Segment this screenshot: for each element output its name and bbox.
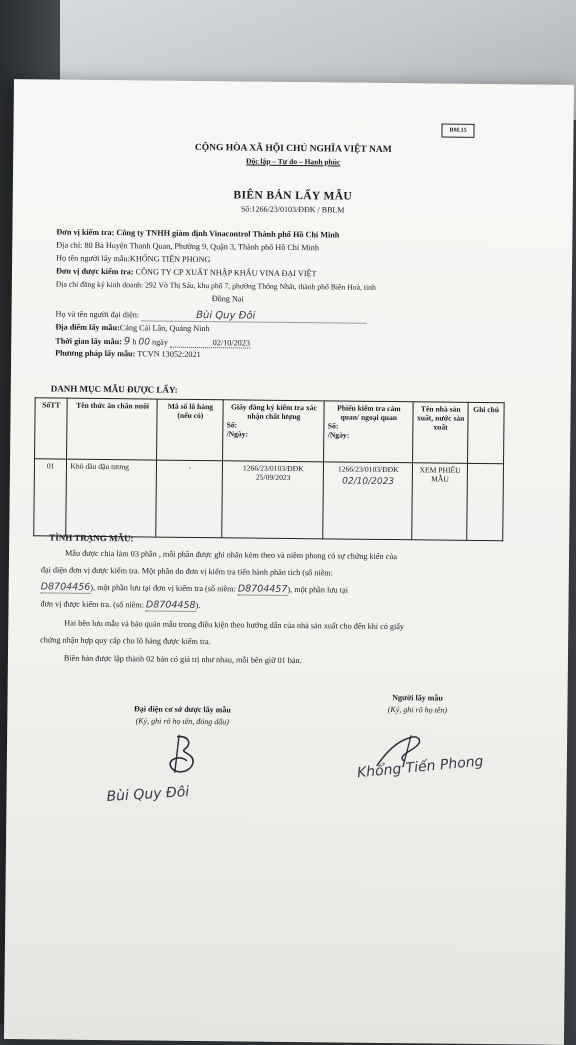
header-name: Tên thức ăn chăn nuôi bbox=[67, 398, 158, 460]
header-sense-text: Phiếu kiểm tra cảm quan/ ngoại quan bbox=[337, 403, 401, 423]
form-code-box: BM.15 bbox=[441, 124, 474, 138]
time-date: 02/10/2023 bbox=[170, 338, 250, 349]
inspector-line bbox=[56, 228, 339, 240]
sample-table bbox=[33, 397, 504, 544]
time-line bbox=[55, 336, 250, 349]
location-line bbox=[55, 323, 209, 334]
header-maker: Tên nhà sản xuất, nước sản xuất bbox=[413, 402, 469, 464]
sampler-line: Họ tên người lấy mẫu:KHỔNG TIẾN PHONG bbox=[56, 253, 211, 265]
header-registration bbox=[223, 400, 325, 462]
header-sense-date: /Ngày: bbox=[327, 430, 350, 440]
status-p1-line3 bbox=[41, 581, 511, 598]
cell-sensory bbox=[323, 462, 413, 540]
time-minute: 00 bbox=[138, 337, 151, 348]
header-sensory bbox=[324, 401, 413, 463]
representative-handwritten: Bùi Quy Đôi bbox=[141, 309, 366, 323]
header-sense-no: Số: bbox=[327, 421, 339, 431]
document-title: BIÊN BẢN LẤY MẪU bbox=[233, 189, 353, 203]
document-page bbox=[4, 79, 574, 1045]
inspected-line bbox=[56, 267, 317, 279]
time-day-label: ngày bbox=[151, 337, 168, 347]
representative-label: Họ và tên người đại diện: bbox=[55, 309, 140, 320]
business-address-line-2: Đồng Nai bbox=[211, 294, 244, 304]
cell-sense-no: 1266/23/0103/ĐĐK bbox=[337, 464, 399, 475]
location-label: Địa điểm lấy mẫu: bbox=[55, 322, 120, 333]
status-text-d: ), một phần lưu tại bbox=[287, 584, 349, 595]
time-label: Thời gian lấy mẫu: bbox=[55, 336, 122, 347]
motto: Độc lập – Tự do – Hạnh phúc bbox=[246, 156, 341, 167]
left-signer-title: Đại diện cơ sở được lấy mẫu bbox=[133, 704, 231, 715]
status-p1-line1: Mẫu được chia làm 03 phần , mỗi phần được ghi nhãn kèm theo và niêm phong có sự chứng kiến của bbox=[65, 548, 398, 562]
cell-sense-date: 02/10/2023 bbox=[342, 476, 395, 488]
cell-stt: 01 bbox=[34, 459, 67, 536]
header-lot: Mã số lô hàng (nếu có) bbox=[157, 399, 223, 461]
cell-registration: 1266/23/0103/ĐĐK 25/09/2023 bbox=[222, 461, 324, 539]
seal-number-2: D8704457 bbox=[237, 583, 288, 595]
representative-line bbox=[55, 309, 366, 324]
status-text-f: ). bbox=[195, 600, 201, 611]
status-p2-line1: Hai bên lưu mẫu và bảo quản mẫu trong điều kiện theo hướng dẫn của nhà sản xuất cho đến khi có giấy bbox=[64, 618, 405, 632]
right-signer-title: Người lấy mẫu bbox=[392, 693, 443, 703]
header-reg-text: Giấy đăng ký kiểm tra xác nhận chất lượng bbox=[230, 402, 317, 422]
status-p1-line4 bbox=[40, 598, 510, 615]
seal-number-3: D8704458 bbox=[145, 599, 196, 611]
address-line: Địa chỉ: 80 Bà Huyện Thanh Quan, Phường 9, Quận 3, Thành phố Hồ Chí Minh bbox=[56, 240, 320, 253]
header-stt: SốTT bbox=[35, 398, 68, 459]
cell-maker: XEM PHIẾU MẪU bbox=[412, 463, 468, 541]
cell-note bbox=[467, 463, 504, 540]
status-title: TÌNH TRẠNG MẪU: bbox=[49, 532, 134, 544]
business-address-line: Địa chỉ đăng ký kinh doanh: 292 Võ Thị Sáu, khu phố 7, phường Thống Nhất, thành phố Biên Hoà, tỉnh bbox=[55, 279, 376, 292]
status-text-e: đơn vị được kiểm tra. (số niêm: bbox=[40, 599, 144, 610]
header-reg-date: /Ngày: bbox=[226, 429, 249, 439]
time-hour: 9 bbox=[123, 336, 131, 348]
sample-list-title: DANH MỤC MẪU ĐƯỢC LẤY: bbox=[50, 383, 178, 395]
status-p3: Biên bản được lập thành 02 bản có giá trị như nhau, mỗi bên giữ 01 bản. bbox=[63, 653, 302, 666]
left-signer-subtitle: (Ký, ghi rõ họ tên, đóng dấu) bbox=[135, 716, 229, 727]
status-text-c: ), một phần lưu tại đơn vị kiểm tra (số niêm: bbox=[90, 582, 236, 594]
cell-lot: - bbox=[156, 460, 223, 538]
table-row bbox=[34, 459, 504, 541]
status-p1-line2: đại diện đơn vị được kiểm tra. Một phần do đơn vị kiểm tra tiến hành phân tích (số niêm: bbox=[40, 565, 334, 578]
status-p2-line2: chứng nhận hợp quy cấp cho lô hàng được kiểm tra. bbox=[40, 635, 211, 647]
republic-heading: CỘNG HÒA XÃ HỘI CHỦ NGHĨA VIỆT NAM bbox=[194, 142, 392, 156]
table-header-row bbox=[35, 398, 505, 464]
method-label: Phương pháp lấy mẫu: bbox=[55, 348, 136, 359]
left-signature-mark bbox=[157, 731, 218, 787]
inspector-value: Công ty TNHH giám định Vinacontrol Thành phố Hồ Chí Minh bbox=[116, 228, 340, 240]
left-signature-name: Bùi Quy Đôi bbox=[106, 784, 190, 805]
right-signature-name: Khổng Tiến Phong bbox=[356, 753, 485, 782]
inspected-label: Đơn vị được kiểm tra: bbox=[55, 266, 134, 277]
right-signer-subtitle: (Ký, ghi rõ họ tên) bbox=[387, 705, 448, 715]
header-note: Ghi chú bbox=[468, 402, 504, 463]
method-value: TCVN 13052:2021 bbox=[137, 349, 201, 360]
cell-name: Khô dầu đậu tương bbox=[66, 459, 157, 537]
inspector-label: Đơn vị kiểm tra: bbox=[56, 227, 115, 238]
document-number: Số:1266/23/0103/ĐĐK / BBLM bbox=[240, 204, 345, 215]
method-line bbox=[55, 349, 201, 360]
inspected-value: CÔNG TY CP XUẤT NHẬP KHẨU VINA ĐẠI VIỆT bbox=[135, 267, 317, 279]
location-value: Cảng Cái Lân, Quảng Ninh bbox=[119, 323, 210, 334]
header-reg-no: Số: bbox=[226, 420, 238, 430]
time-h: h bbox=[132, 337, 137, 347]
seal-number-1: D8704456 bbox=[40, 581, 91, 593]
